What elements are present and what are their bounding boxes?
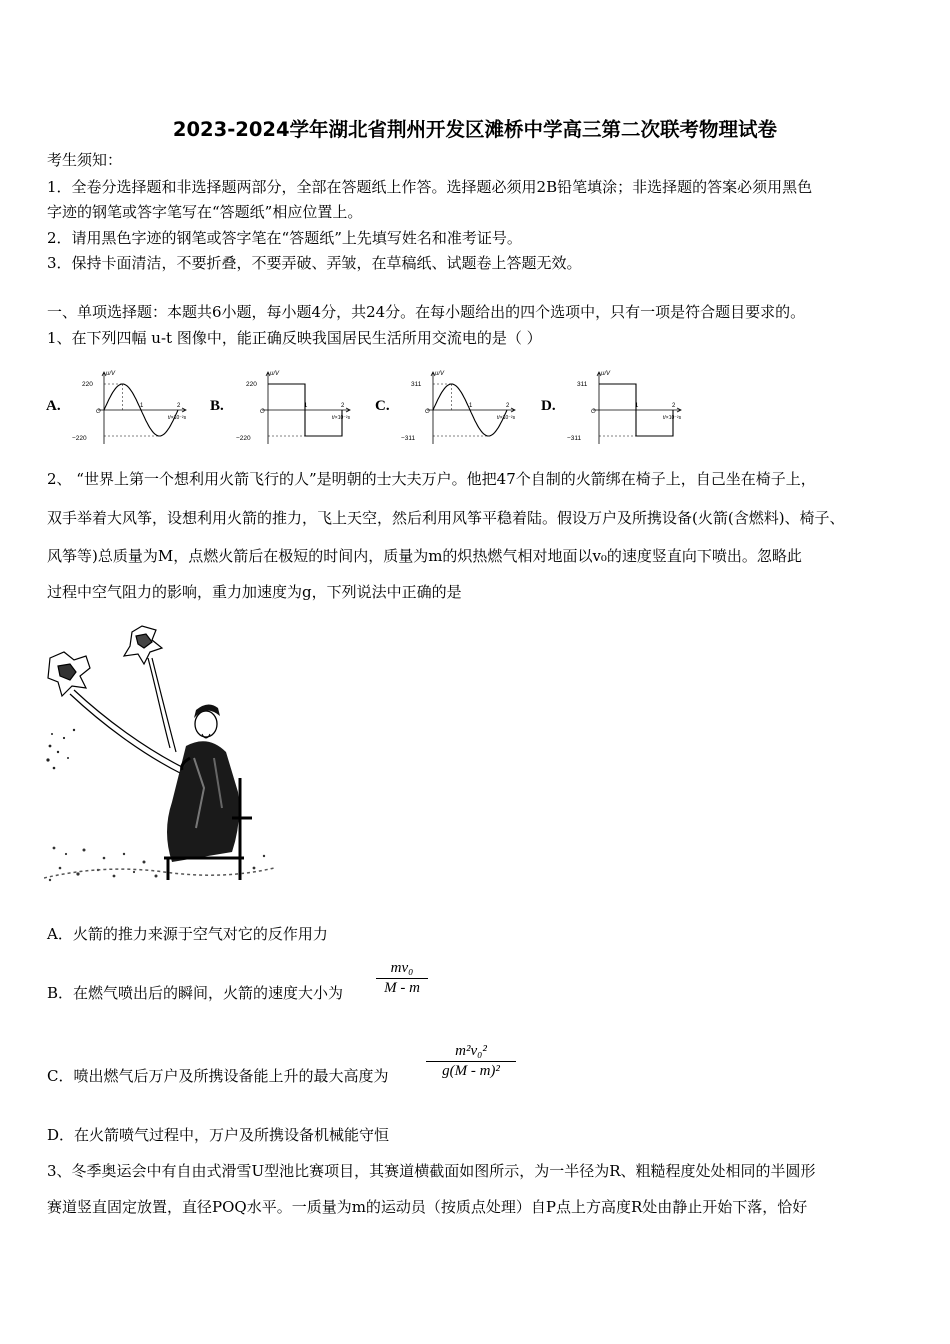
question-3-stem: 3、冬季奥运会中有自由式滑雪U型池比赛项目，其赛道横截面如图所示，为一半径为R、粗糙程度处处相同的半圆形 [47, 1162, 816, 1180]
q2-option-c-fraction [426, 1043, 516, 1080]
tick-label: 2 [177, 403, 181, 409]
y-max-label: 220 [246, 381, 257, 388]
y-axis-label: u/V [435, 371, 445, 377]
x-axis-label: t/×10⁻²s [663, 415, 682, 421]
question-2-stem: 双手举着大风筝，设想利用火箭的推力，飞上天空，然后利用风筝平稳着陆。假设万户及所携设备(火箭(含燃料)、椅子、 [47, 509, 845, 527]
tick-label: 1 [140, 403, 144, 409]
question-3-stem: 赛道竖直固定放置，直径POQ水平。一质量为m的运动员（按质点处理）自P点上方高度R处由静止开始下落，恰好 [47, 1198, 808, 1216]
y-max-label: 311 [411, 381, 422, 388]
fraction-numerator: m²v₀² [455, 1043, 487, 1059]
notice-line: 字迹的钢笔或答字笔写在“答题纸”相应位置上。 [47, 203, 363, 221]
q1-option-label: A. [46, 398, 61, 414]
notice-heading: 考生须知： [47, 151, 123, 169]
q2-option-b-fraction [376, 960, 428, 997]
origin-label: O [425, 409, 430, 415]
notice-line: 3．保持卡面清洁，不要折叠，不要弄破、弄皱，在草稿纸、试题卷上答题无效。 [47, 254, 582, 272]
x-axis-label: t/×10⁻²s [497, 415, 516, 421]
q1-option-graph [232, 368, 372, 448]
y-max-label: 311 [577, 381, 588, 388]
section-heading: 一、单项选择题：本题共6小题，每小题4分，共24分。在每小题给出的四个选项中，只有一项是符合题目要求的。 [47, 303, 806, 321]
y-axis-label: u/V [106, 371, 116, 377]
y-min-label: −220 [72, 435, 87, 442]
x-axis-label: t/×10⁻²s [168, 415, 187, 421]
q1-option-graph [397, 368, 537, 448]
tick-label: 2 [506, 403, 510, 409]
fraction-numerator: mv₀ [390, 960, 414, 976]
notice-line: 1．全卷分选择题和非选择题两部分，全部在答题纸上作答。选择题必须用2B铅笔填涂；非选择题的答案必须用黑色 [47, 178, 813, 196]
q1-option-label: D. [541, 398, 556, 414]
q2-option-b: B．在燃气喷出后的瞬间，火箭的速度大小为 [47, 984, 344, 1002]
origin-label: O [260, 409, 265, 415]
fraction-denominator: g(M - m)² [442, 1063, 500, 1079]
q1-option-label: C. [375, 398, 390, 414]
y-axis-label: u/V [270, 371, 280, 377]
tick-label: 1 [469, 403, 473, 409]
tick-label: 1 [304, 403, 308, 409]
tick-label: 1 [635, 403, 639, 409]
y-axis-label: u/V [601, 371, 611, 377]
tick-label: 2 [341, 403, 345, 409]
origin-label: O [96, 409, 101, 415]
q1-option-label: B. [210, 398, 224, 414]
y-min-label: −311 [401, 435, 416, 442]
wanhu-illustration [44, 618, 274, 888]
origin-label: O [591, 409, 596, 415]
y-min-label: −311 [567, 435, 582, 442]
x-axis-label: t/×10⁻²s [332, 415, 351, 421]
tick-label: 2 [672, 403, 676, 409]
q1-option-graph [563, 368, 703, 448]
page-title: 2023-2024学年湖北省荆州开发区滩桥中学高三第二次联考物理试卷 [172, 118, 778, 141]
q2-option-a: A．火箭的推力来源于空气对它的反作用力 [47, 925, 328, 943]
question-1-stem: 1、在下列四幅 u-t 图像中，能正确反映我国居民生活所用交流电的是（ ） [47, 329, 542, 347]
notice-line: 2．请用黑色字迹的钢笔或答字笔在“答题纸”上先填写姓名和准考证号。 [47, 229, 522, 247]
question-2-stem: 过程中空气阻力的影响，重力加速度为g，下列说法中正确的是 [47, 583, 462, 601]
fraction-denominator: M - m [384, 980, 420, 996]
y-min-label: −220 [236, 435, 251, 442]
q2-option-c: C．喷出燃气后万户及所携设备能上升的最大高度为 [47, 1067, 389, 1085]
question-2-stem: 风筝等)总质量为M，点燃火箭后在极短的时间内，质量为m的炽热燃气相对地面以v₀的速度竖直向下喷出。忽略此 [47, 547, 802, 565]
q2-option-d: D．在火箭喷气过程中，万户及所携设备机械能守恒 [47, 1126, 390, 1144]
q1-option-graph [68, 368, 208, 448]
question-2-stem: 2、 “世界上第一个想利用火箭飞行的人”是明朝的士大夫万户。他把47个自制的火箭绑在椅子上，自己坐在椅子上， [47, 470, 816, 488]
y-max-label: 220 [82, 381, 93, 388]
